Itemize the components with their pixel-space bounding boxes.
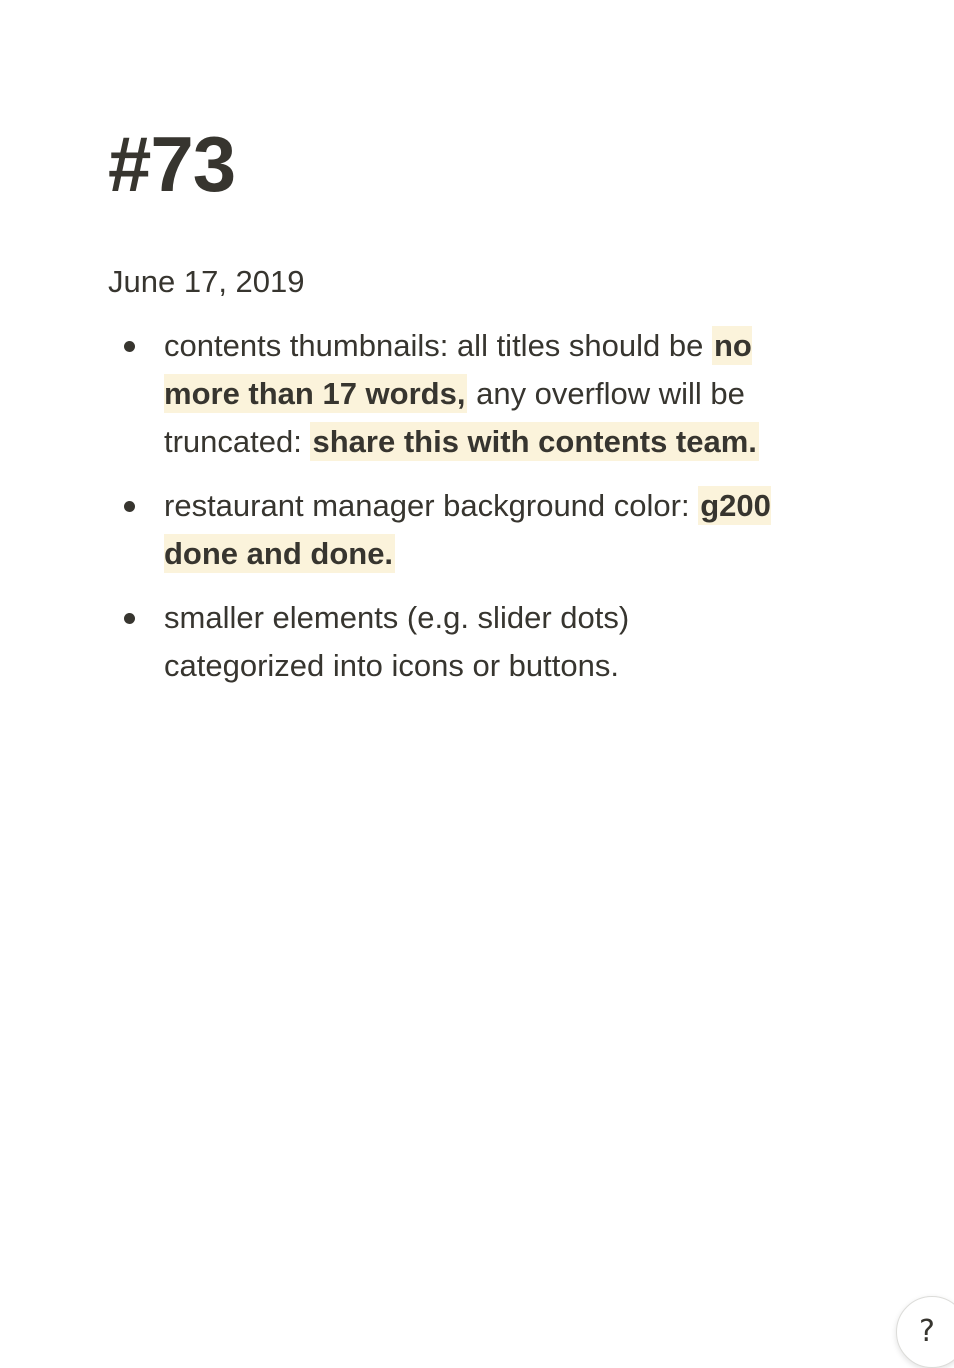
page-date: June 17, 2019 (108, 264, 305, 299)
list-item (108, 594, 808, 690)
text-segment: any overflow will be truncated: (164, 376, 745, 459)
bullet-dot-icon (124, 613, 135, 624)
highlighted-text: no more than 17 words, (164, 328, 752, 411)
highlighted-text: g200 done and done. (164, 488, 771, 571)
help-button[interactable] (896, 1296, 954, 1368)
text-segment: smaller elements (e.g. slider dots) categorized into icons or buttons. (164, 600, 630, 683)
list-item-text[interactable] (164, 482, 794, 578)
question-mark-icon: ? (919, 1314, 935, 1349)
text-segment: restaurant manager background color: (164, 488, 699, 523)
text-segment: contents thumbnails: all titles should be (164, 328, 712, 363)
bullet-dot-icon (124, 341, 135, 352)
list-item-text[interactable] (164, 322, 794, 466)
list-item-text[interactable] (164, 594, 684, 690)
page-title: #73 (108, 120, 236, 208)
highlighted-text: share this with contents team. (312, 424, 757, 459)
bullet-list (108, 322, 808, 706)
list-item (108, 322, 808, 466)
list-item (108, 482, 808, 578)
bullet-dot-icon (124, 501, 135, 512)
